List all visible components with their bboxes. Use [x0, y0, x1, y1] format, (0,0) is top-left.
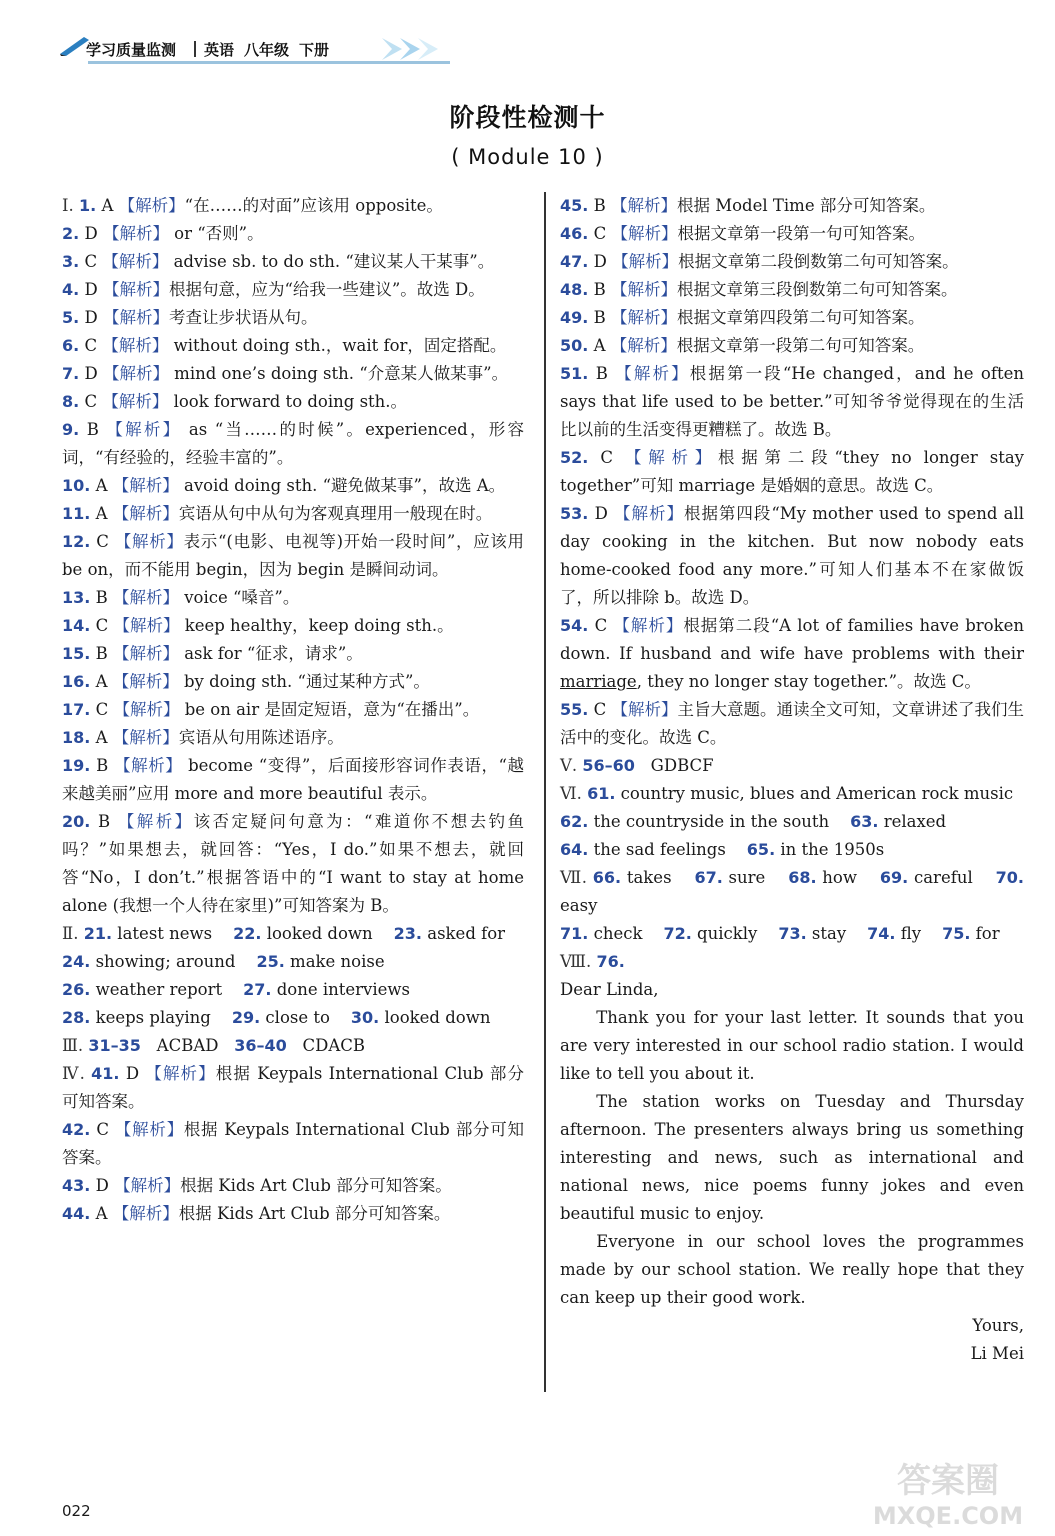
analysis-tag: 【解析】	[118, 196, 185, 215]
item-number: 14.	[62, 616, 91, 635]
answer-text: 根据文章第四段第二句可知答案。	[676, 308, 925, 327]
watermark-logo	[858, 1452, 1038, 1532]
answer-text: ACBAD	[140, 1036, 235, 1055]
answer-item	[62, 640, 524, 668]
answer-text: C	[588, 616, 614, 635]
answer-text: 根据文章第一段第二句可知答案。	[676, 336, 925, 355]
answer-text: mind one’s doing sth. “介意某人做某事”。	[168, 364, 509, 383]
letter-paragraph: Thank you for your last letter. It sounds that you are very interested in our school radio station. I would like to tell you about it.	[560, 1008, 1024, 1083]
answer-item	[62, 220, 524, 248]
answer-text: C	[79, 252, 103, 271]
answer-text: or “否则”。	[168, 224, 264, 243]
answer-text: D	[79, 224, 103, 243]
item-number: 13.	[62, 588, 91, 607]
item-number: 71.	[560, 924, 589, 943]
item-number: 56–60	[582, 756, 635, 775]
answer-text: D	[588, 252, 613, 271]
answer-text: takes	[621, 868, 695, 887]
analysis-tag: 【解析】	[102, 336, 169, 355]
answer-text: become “变得”，后面接形容词作表语，“越来越美丽”应用 more and more beautiful 表示。	[62, 756, 524, 803]
item-number: 36–40	[234, 1036, 287, 1055]
answer-text: 根据第四段“My mother used to spend all day cooking in the kitchen. But now nobody eats home-cooked food any more.”可知人们基本不在家做饭了，所以排除 b。故选 D。	[560, 504, 1030, 607]
answer-item	[560, 444, 1030, 500]
item-number: 75.	[942, 924, 971, 943]
analysis-tag: 【解析】	[613, 616, 684, 635]
chevrons-icon	[380, 36, 450, 62]
answer-text: fly	[895, 924, 943, 943]
answer-item	[560, 696, 1024, 752]
analysis-tag: 【解析】	[610, 308, 677, 327]
answer-text: B	[90, 812, 118, 831]
item-number: 21.	[83, 924, 113, 943]
answer-text: advise sb. to do sth. “建议某人干某事”。	[168, 252, 495, 271]
answer-text: marriage	[560, 672, 637, 691]
answer-item	[560, 780, 1024, 808]
analysis-tag: 【解析】	[113, 700, 180, 719]
answer-text: B	[588, 196, 611, 215]
answer-text: D	[79, 308, 103, 327]
item-number: 70.	[995, 868, 1024, 887]
item-number: 31–35	[88, 1036, 141, 1055]
item-number: 62.	[560, 812, 589, 831]
analysis-tag: 【解析】	[113, 616, 180, 635]
item-number: 69.	[879, 868, 909, 887]
item-number: 76.	[596, 952, 625, 971]
answer-item	[62, 920, 524, 948]
item-number: 74.	[867, 924, 896, 943]
analysis-tag: 【解析】	[102, 224, 169, 243]
analysis-tag: 【解析】	[611, 700, 678, 719]
answer-text: the countryside in the south	[588, 812, 851, 831]
answer-text: , they no longer stay together.”。故选 C。	[636, 672, 981, 691]
analysis-tag: 【解析】	[106, 420, 182, 439]
answer-text: B	[588, 280, 611, 299]
item-number: 22.	[233, 924, 262, 943]
answer-text: C	[79, 392, 103, 411]
answer-item	[62, 1004, 524, 1032]
answer-text: C	[90, 532, 115, 551]
analysis-tag: 【解析】	[112, 504, 179, 523]
analysis-tag: 【解析】	[145, 1064, 216, 1083]
answer-item	[62, 1060, 524, 1116]
answer-item	[62, 500, 524, 528]
answer-text: 根据第二段“they no longer stay together”可知 marriage 是婚姻的意思。故选 C。	[560, 448, 1030, 495]
answer-text: D	[90, 1176, 115, 1195]
answer-text: how	[816, 868, 880, 887]
item-number: 68.	[788, 868, 817, 887]
answer-text: Ⅰ.	[62, 196, 80, 215]
answer-text: in the 1950s	[775, 840, 885, 859]
item-number: 24.	[62, 952, 91, 971]
answer-text: Ⅴ.	[560, 756, 583, 775]
item-number: 67.	[694, 868, 723, 887]
answer-text: 根据第一段“He changed，and he often says that life used to be better.”可知爷爷觉得现在的生活比以前的生活变得更糟糕了。故选 B。	[560, 364, 1030, 439]
answer-text: latest news	[112, 924, 234, 943]
item-number: 49.	[560, 308, 589, 327]
answer-item	[62, 332, 524, 360]
answer-text: easy	[560, 868, 1030, 915]
answer-text: 该否定疑问句意为：“难道你不想去钓鱼吗？”如果想去，就回答：“Yes，I do.”如果不想去，就回答“No，I don’t.”根据答语中的“I want to stay at home alone (我想一个人待在家里)”可知答案为 B。	[62, 812, 530, 915]
answer-text: D	[588, 504, 615, 523]
analysis-tag: 【解析】	[114, 756, 183, 775]
answer-text: keep healthy，keep doing sth.。	[179, 616, 454, 635]
answer-text: ask for “征求，请求”。	[178, 644, 363, 663]
answer-item	[560, 864, 1030, 920]
analysis-tag: 【解析】	[102, 392, 169, 411]
answer-text: by doing sth. “通过某种方式”。	[178, 672, 430, 691]
answer-text: showing; around	[90, 952, 257, 971]
answer-text: 根据文章第一段第一句可知答案。	[677, 224, 925, 243]
header-underline	[88, 61, 450, 64]
answer-text: D	[119, 1064, 146, 1083]
item-number: 55.	[560, 700, 589, 719]
item-number: 44.	[62, 1204, 91, 1223]
answer-item	[560, 752, 1024, 780]
answer-text: 根据文章第二段倒数第二句可知答案。	[678, 252, 959, 271]
answer-item	[560, 948, 1024, 976]
answer-text: GDBCF	[634, 756, 714, 775]
right-answer-column	[560, 192, 1030, 1368]
answer-item	[62, 584, 524, 612]
item-number: 65.	[746, 840, 776, 859]
answer-item	[560, 360, 1030, 444]
analysis-tag: 【解析】	[612, 252, 679, 271]
analysis-tag: 【解析】	[112, 1204, 179, 1223]
answer-text: check	[588, 924, 664, 943]
item-number: 12.	[62, 532, 91, 551]
analysis-tag: 【解析】	[615, 364, 690, 383]
answer-text: looked down	[261, 924, 394, 943]
item-number: 45.	[560, 196, 589, 215]
analysis-tag: 【解析】	[102, 280, 169, 299]
analysis-tag: 【解析】	[112, 672, 179, 691]
answer-item	[560, 304, 1024, 332]
answer-text: “在……的对面”应该用 opposite。	[184, 196, 443, 215]
answer-text: 考查让步状语从句。	[168, 308, 318, 327]
answer-text: close to	[260, 1008, 351, 1027]
answer-text: 表示“(电影、电视等)开始一段时间”，应该用 be on，而不能用 begin，因为 begin 是瞬间动词。	[62, 532, 530, 579]
answer-text: B	[90, 644, 113, 663]
answer-text: done interviews	[271, 980, 410, 999]
analysis-tag: 【解析】	[614, 504, 684, 523]
item-number: 41.	[91, 1064, 120, 1083]
answer-text: B	[588, 308, 611, 327]
answer-text: B	[90, 756, 115, 775]
item-number: 7.	[62, 364, 80, 383]
analysis-tag: 【解析】	[114, 1176, 181, 1195]
svg-text:MXQE.COM: MXQE.COM	[872, 1502, 1024, 1530]
answer-text: A	[90, 504, 113, 523]
item-number: 51.	[560, 364, 589, 383]
answer-item	[62, 948, 524, 976]
analysis-tag: 【解析】	[117, 812, 194, 831]
answer-text: careful	[908, 868, 996, 887]
analysis-tag: 【解析】	[610, 280, 677, 299]
answer-text: B	[79, 420, 107, 439]
item-number: 28.	[62, 1008, 91, 1027]
analysis-tag: 【解析】	[102, 308, 169, 327]
item-number: 23.	[393, 924, 422, 943]
answer-item	[560, 500, 1030, 612]
answer-text: 根据 Keypals International Club 部分可知答案。	[62, 1064, 524, 1111]
answer-text: 根据第二段“A lot of families have broken down. If husband and wife have problems with their	[560, 616, 1030, 663]
item-number: 10.	[62, 476, 91, 495]
item-number: 8.	[62, 392, 80, 411]
answer-text: D	[79, 280, 103, 299]
answer-item	[62, 1032, 524, 1060]
answer-item	[62, 1116, 524, 1172]
page-subtitle: ( Module 10 )	[451, 145, 604, 169]
answer-item	[560, 612, 1030, 696]
answer-text: C	[90, 616, 114, 635]
answer-text: make noise	[284, 952, 385, 971]
answer-text: look forward to doing sth.。	[168, 392, 408, 411]
item-number: 20.	[62, 812, 91, 831]
answer-item	[62, 808, 530, 920]
answer-text: C	[90, 1120, 115, 1139]
answer-item	[62, 752, 524, 808]
analysis-tag: 【解析】	[112, 476, 179, 495]
answer-text: CDACB	[286, 1036, 366, 1055]
answer-text: 根据 Kids Art Club 部分可知答案。	[178, 1204, 451, 1223]
answer-text: A	[588, 336, 611, 355]
answer-text: Ⅶ.	[560, 868, 593, 887]
item-number: 29.	[231, 1008, 261, 1027]
answer-item	[62, 388, 524, 416]
column-divider	[544, 192, 546, 1392]
item-number: 16.	[62, 672, 91, 691]
item-number: 30.	[350, 1008, 380, 1027]
answer-item	[62, 612, 524, 640]
item-number: 19.	[62, 756, 91, 775]
answer-text: without doing sth.，wait for，固定搭配。	[168, 336, 507, 355]
answer-text: 根据 Kids Art Club 部分可知答案。	[180, 1176, 452, 1195]
analysis-tag: 【解析】	[112, 644, 179, 663]
letter	[560, 976, 1024, 1368]
answer-item	[560, 332, 1024, 360]
answer-text: C	[588, 700, 612, 719]
brand-label: 学习质量监测	[86, 40, 177, 59]
left-answer-column	[62, 192, 530, 1228]
answer-item	[560, 808, 1024, 836]
letter-paragraph: Everyone in our school loves the programmes made by our school station. We really hope that they can keep up their good work.	[560, 1232, 1024, 1307]
answer-item	[62, 724, 524, 752]
answer-text: B	[588, 364, 616, 383]
answer-text: stay	[806, 924, 868, 943]
answer-text: be on air 是固定短语，意为“在播出”。	[179, 700, 480, 719]
item-number: 4.	[62, 280, 80, 299]
item-number: 27.	[243, 980, 272, 999]
answer-text: C	[79, 336, 103, 355]
item-number: 11.	[62, 504, 91, 523]
analysis-tag: 【解析】	[102, 364, 169, 383]
letter-closing: Yours,	[972, 1316, 1024, 1335]
letter-greeting: Dear Linda,	[560, 980, 659, 999]
analysis-tag: 【解析】	[610, 336, 677, 355]
item-number: 1.	[79, 196, 97, 215]
letter-paragraph: The station works on Tuesday and Thursday afternoon. The presenters always bring us something interesting and news, such as international and national news, nice poems funny jokes and even beautiful music to enjoy.	[560, 1092, 1024, 1223]
answer-text: Ⅵ.	[560, 784, 588, 803]
answer-item	[62, 976, 524, 1004]
item-number: 53.	[560, 504, 589, 523]
item-number: 15.	[62, 644, 91, 663]
page-number: 022	[62, 1502, 91, 1520]
answer-text: the sad feelings	[588, 840, 747, 859]
answer-item	[62, 696, 524, 724]
item-number: 66.	[592, 868, 622, 887]
answer-text: C	[588, 224, 612, 243]
answer-text: relaxed	[878, 812, 947, 831]
analysis-tag: 【解析】	[610, 196, 677, 215]
answer-text: B	[90, 588, 113, 607]
answer-text: A	[90, 728, 113, 747]
answer-text: asked for	[422, 924, 506, 943]
item-number: 48.	[560, 280, 589, 299]
answer-text: 主旨大意题。通读全文可知，文章讲述了我们生活中的变化。故选 C。	[560, 700, 1025, 747]
answer-item	[560, 920, 1024, 948]
answer-item	[62, 192, 524, 220]
item-number: 72.	[663, 924, 692, 943]
answer-text: C	[588, 448, 625, 467]
answer-item	[62, 360, 524, 388]
item-number: 3.	[62, 252, 80, 271]
answer-item	[62, 416, 524, 472]
answer-text: A	[96, 196, 119, 215]
item-number: 47.	[560, 252, 589, 271]
item-number: 26.	[62, 980, 91, 999]
analysis-tag: 【解析】	[114, 532, 184, 551]
page-title: 阶段性检测十	[449, 103, 606, 132]
answer-item	[62, 276, 524, 304]
answer-item	[62, 248, 524, 276]
header-bar	[86, 37, 339, 61]
answer-text: A	[90, 1204, 113, 1223]
item-number: 50.	[560, 336, 589, 355]
answer-item	[560, 836, 1024, 864]
analysis-tag: 【解析】	[112, 588, 179, 607]
answer-text: 根据 Keypals International Club 部分可知答案。	[62, 1120, 524, 1167]
answer-text: 宾语从句中从句为客观真理用一般现在时。	[178, 504, 493, 523]
answer-text: 根据 Model Time 部分可知答案。	[676, 196, 936, 215]
item-number: 42.	[62, 1120, 91, 1139]
answer-item	[560, 248, 1024, 276]
svg-text:答案圈: 答案圈	[897, 1461, 999, 1501]
item-number: 63.	[850, 812, 879, 831]
answer-text: avoid doing sth. “避免做某事”，故选 A。	[178, 476, 506, 495]
answer-item	[62, 528, 530, 584]
item-number: 46.	[560, 224, 589, 243]
analysis-tag: 【解析】	[611, 224, 678, 243]
answer-item	[560, 276, 1024, 304]
item-number: 5.	[62, 308, 80, 327]
item-number: 73.	[778, 924, 807, 943]
item-number: 54.	[560, 616, 589, 635]
answer-text: for	[970, 924, 1000, 943]
answer-text: voice “嗓音”。	[178, 588, 300, 607]
answer-text: A	[90, 672, 113, 691]
grade-label: 八年级	[244, 40, 290, 59]
analysis-tag: 【解析】	[102, 252, 169, 271]
item-number: 17.	[62, 700, 91, 719]
answer-text: Ⅲ.	[62, 1036, 89, 1055]
answer-text: quickly	[691, 924, 779, 943]
letter-signature: Li Mei	[970, 1344, 1024, 1363]
analysis-tag: 【解析】	[624, 448, 719, 467]
volume-label: 下册	[299, 40, 330, 59]
answer-text: keeps playing	[90, 1008, 232, 1027]
item-number: 18.	[62, 728, 91, 747]
item-number: 43.	[62, 1176, 91, 1195]
answer-item	[62, 1172, 524, 1200]
item-number: 25.	[256, 952, 285, 971]
answer-text: C	[90, 700, 114, 719]
answer-item	[560, 220, 1024, 248]
subject-label: 英语	[204, 40, 235, 59]
item-number: 6.	[62, 336, 80, 355]
analysis-tag: 【解析】	[114, 1120, 184, 1139]
analysis-tag: 【解析】	[112, 728, 179, 747]
answer-text: looked down	[379, 1008, 491, 1027]
answer-text: Ⅳ.	[62, 1064, 92, 1083]
right-answer-list	[560, 192, 1030, 976]
answer-text: sure	[722, 868, 789, 887]
item-number: 61.	[587, 784, 616, 803]
item-number: 64.	[560, 840, 589, 859]
item-number: 52.	[560, 448, 589, 467]
page-header	[58, 30, 458, 62]
answer-text: A	[90, 476, 113, 495]
answer-text: 根据文章第三段倒数第二句可知答案。	[676, 280, 958, 299]
answer-text: Ⅷ.	[560, 952, 597, 971]
item-number: 2.	[62, 224, 80, 243]
answer-text: weather report	[90, 980, 244, 999]
answer-item	[62, 668, 524, 696]
answer-item	[560, 192, 1024, 220]
answer-text: D	[79, 364, 103, 383]
answer-text: 宾语从句用陈述语序。	[178, 728, 344, 747]
answer-text: country music, blues and American rock music	[615, 784, 1014, 803]
answer-item	[62, 304, 524, 332]
item-number: 9.	[62, 420, 80, 439]
answer-text: Ⅱ.	[62, 924, 84, 943]
answer-text: as “当……的时候”。experienced，形容词，“有经验的，经验丰富的”。	[62, 420, 524, 467]
answer-text: 根据句意，应为“给我一些建议”。故选 D。	[168, 280, 485, 299]
answer-item	[62, 472, 524, 500]
answer-item	[62, 1200, 524, 1228]
